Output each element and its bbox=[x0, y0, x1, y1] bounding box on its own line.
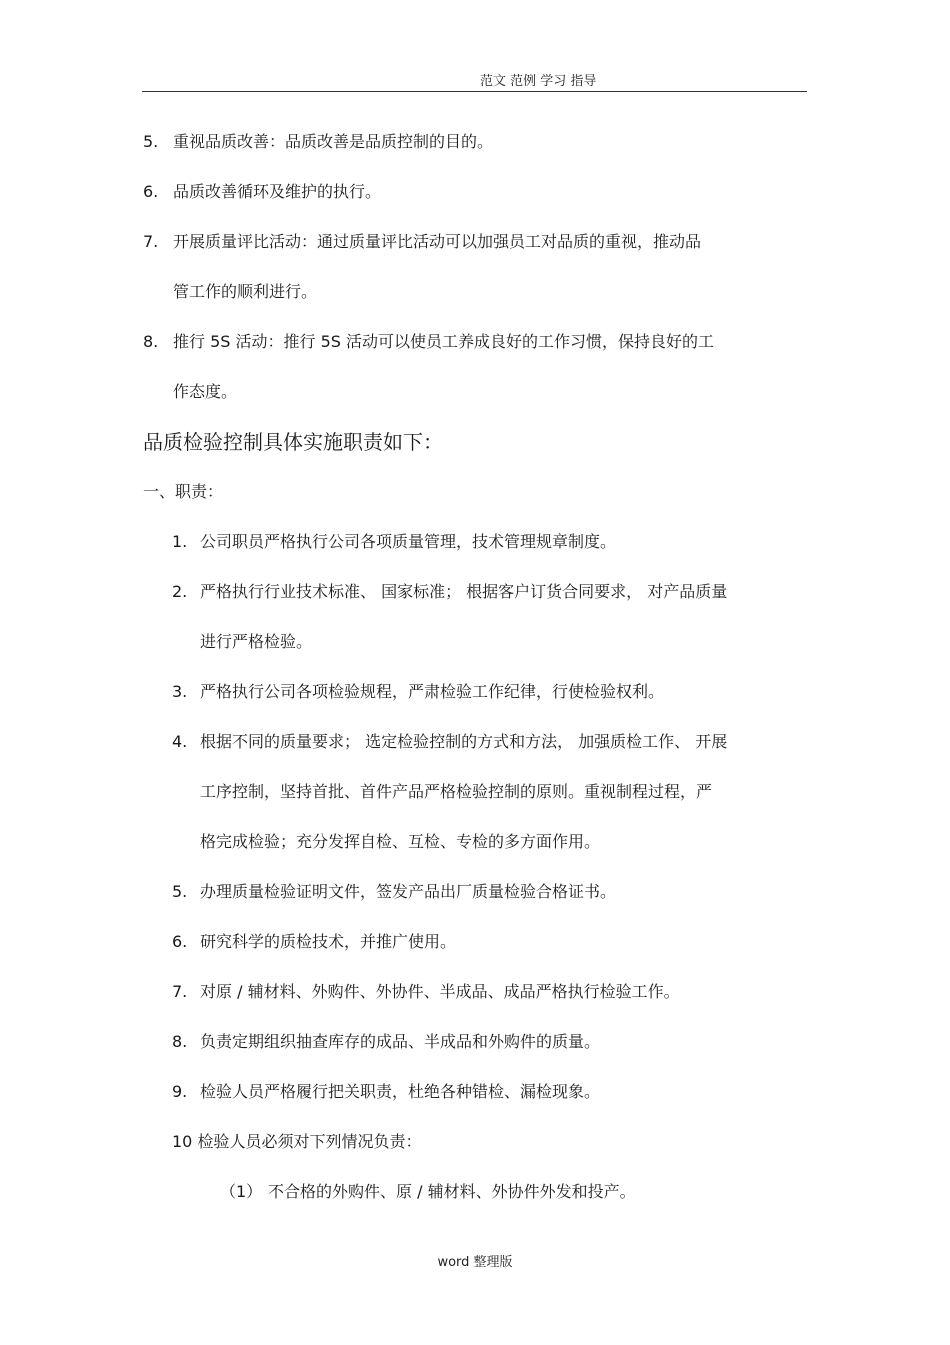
list-item bbox=[172, 532, 852, 552]
item-number: 9. bbox=[172, 1082, 188, 1101]
list-item bbox=[143, 332, 843, 352]
item-number: 1. bbox=[172, 532, 188, 551]
header-text: 范文 范例 学习 指导 bbox=[480, 74, 597, 89]
item-text: 办理质量检验证明文件，签发产品出厂质量检验合格证书。 bbox=[200, 882, 617, 901]
item-number: 6. bbox=[172, 932, 188, 951]
list-item bbox=[143, 232, 843, 252]
section-heading: 品质检验控制具体实施职责如下： bbox=[143, 430, 443, 454]
sub-item-number: （1） bbox=[220, 1182, 263, 1201]
item-text: 重视品质改善：品质改善是品质控制的目的。 bbox=[173, 132, 494, 151]
item-number: 2. bbox=[172, 582, 188, 601]
item-continuation: 管工作的顺利进行。 bbox=[173, 282, 318, 301]
item-continuation: 作态度。 bbox=[173, 382, 238, 401]
item-text: 品质改善循环及维护的执行。 bbox=[173, 182, 382, 201]
list-item bbox=[172, 932, 852, 952]
header-divider bbox=[142, 91, 807, 92]
list-item bbox=[172, 1032, 852, 1052]
item-text: 公司职员严格执行公司各项质量管理，技术管理规章制度。 bbox=[200, 532, 617, 551]
page-footer: word 整理版 bbox=[437, 1255, 513, 1270]
subsection-title: 一、职责： bbox=[143, 482, 224, 501]
page-header bbox=[0, 70, 950, 88]
list-item bbox=[172, 732, 852, 752]
item-text: 检验人员严格履行把关职责，杜绝各种错检、漏检现象。 bbox=[200, 1082, 601, 1101]
item-text: 推行 5S 活动：推行 5S 活动可以使员工养成良好的工作习惯，保持良好的工 bbox=[173, 332, 715, 351]
item-text: 研究科学的质检技术，并推广使用。 bbox=[200, 932, 457, 951]
item-continuation: 工序控制，坚持首批、首件产品严格检验控制的原则。重视制程过程，严 bbox=[200, 782, 713, 801]
sub-list-item bbox=[220, 1182, 840, 1202]
list-item bbox=[143, 132, 843, 152]
item-text: 严格执行行业技术标准、 国家标准； 根据客户订货合同要求， 对产品质量 bbox=[200, 582, 728, 601]
list-item-10: 10 检验人员必须对下列情况负责： bbox=[172, 1132, 422, 1151]
item-number: 8. bbox=[143, 332, 159, 351]
item-number: 7. bbox=[172, 982, 188, 1001]
item-number: 5. bbox=[143, 132, 159, 151]
list-item bbox=[172, 882, 852, 902]
item-continuation: 格完成检验；充分发挥自检、互检、专检的多方面作用。 bbox=[200, 832, 601, 851]
item-text: 开展质量评比活动：通过质量评比活动可以加强员工对品质的重视，推动品 bbox=[173, 232, 702, 251]
item-number: 5. bbox=[172, 882, 188, 901]
item-number: 4. bbox=[172, 732, 188, 751]
item-continuation: 进行严格检验。 bbox=[200, 632, 313, 651]
list-item bbox=[172, 582, 852, 602]
item-text: 对原 / 辅材料、外购件、外协件、半成品、成品严格执行检验工作。 bbox=[200, 982, 680, 1001]
list-item bbox=[143, 182, 843, 202]
item-text: 负责定期组织抽查库存的成品、半成品和外购件的质量。 bbox=[200, 1032, 601, 1051]
sub-item-text: 不合格的外购件、原 / 辅材料、外协件外发和投产。 bbox=[268, 1182, 636, 1201]
item-text: 根据不同的质量要求； 选定检验控制的方式和方法， 加强质检工作、 开展 bbox=[200, 732, 728, 751]
item-text: 严格执行公司各项检验规程，严肃检验工作纪律，行使检验权利。 bbox=[200, 682, 665, 701]
item-number: 8. bbox=[172, 1032, 188, 1051]
item-number: 7. bbox=[143, 232, 159, 251]
item-number: 3. bbox=[172, 682, 188, 701]
list-item bbox=[172, 682, 852, 702]
list-item bbox=[172, 1082, 852, 1102]
item-number: 6. bbox=[143, 182, 159, 201]
list-item bbox=[172, 982, 852, 1002]
